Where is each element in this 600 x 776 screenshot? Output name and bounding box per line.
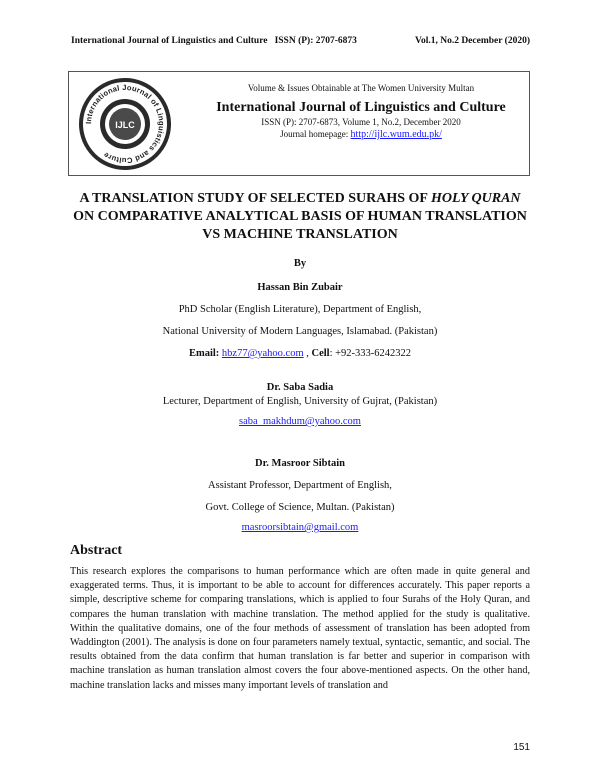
by-line: By — [293, 258, 307, 269]
author-1-contact: Email: hbz77@yahoo.com , Cell: +92-333-6242322 — [188, 348, 412, 359]
author-3-name: Dr. Masroor Sibtain — [255, 458, 345, 469]
author-2-affiliation: Lecturer, Department of English, University of Gujrat, (Pakistan) — [162, 396, 438, 407]
paper-title — [70, 190, 530, 244]
author-2-name: Dr. Saba Sadia — [266, 382, 334, 393]
journal-logo — [76, 76, 174, 172]
author-1-affiliation-2: National University of Modern Languages, Islamabad. (Pakistan) — [162, 326, 438, 337]
author-1-cell: : +92-333-6242322 — [329, 348, 412, 359]
running-header-right: Vol.1, No.2 December (2020) — [414, 36, 530, 46]
author-3-email[interactable]: masroorsibtain@gmail.com — [241, 522, 359, 533]
homepage-link[interactable]: http://ijlc.wum.edu.pk/ — [350, 129, 442, 140]
author-3-email-line — [0, 522, 600, 533]
journal-logo-emblem — [76, 76, 174, 172]
author-1-email[interactable]: hbz77@yahoo.com — [221, 348, 304, 359]
author-2-email-line — [0, 416, 600, 427]
author-1-name: Hassan Bin Zubair — [257, 282, 343, 293]
journal-title: International Journal of Linguistics and Culture — [216, 100, 506, 115]
title-part-2: ON COMPARATIVE ANALYTICAL BASIS OF HUMAN TRANSLATION VS MACHINE TRANSLATION — [73, 209, 527, 242]
journal-availability-line: Volume & Issues Obtainable at The Women University Multan — [247, 83, 475, 93]
email-label: Email: — [188, 348, 222, 359]
author-1-affiliation-1: PhD Scholar (English Literature), Department of English, — [178, 304, 422, 315]
title-part-1: A TRANSLATION STUDY OF SELECTED SURAHS OF — [79, 191, 431, 206]
running-header-left: International Journal of Linguistics and Culture ISSN (P): 2707-6873 — [71, 36, 357, 46]
author-2-email[interactable]: saba_makhdum@yahoo.com — [239, 416, 361, 427]
logo-center-text: IJLC — [115, 120, 135, 130]
abstract-heading: Abstract — [70, 543, 123, 558]
journal-homepage-line — [200, 129, 522, 140]
homepage-label: Journal homepage: — [280, 129, 351, 139]
author-3-affiliation-1: Assistant Professor, Department of English, — [208, 480, 392, 491]
title-italic: HOLY QURAN — [430, 191, 521, 206]
journal-issn-line: ISSN (P): 2707-6873, Volume 1, No.2, December 2020 — [261, 117, 461, 127]
cell-label: Cell — [311, 348, 330, 359]
logo-ring-text: International Journal of Linguistics and Culture — [83, 82, 167, 166]
page-number: 151 — [513, 742, 530, 753]
abstract-body: This research explores the comparisons to human performance which are often made in quite general and exaggerated terms. Thus, it is important to be able to account for differences accurately. This paper reports a simple, descriptive scheme for comparing translations, which is applied to four Surahs of the Holy Quran, and compares the human translation with machine translation. The method applied for the study is qualitative. Within the qualitative domains, one of the four methods of assessment of translation has been adopted from Waddington (2001). The analysis is done on four parameters namely textual, syntactic, semantic, and social. The results obtained from the data confirm that human translation is far better and superior in comparison with machine translation as human translation almost covers the four above-mentioned aspects. On the other hand, machine translation lacks and misses many important levels of translation and — [70, 566, 530, 691]
author-3-affiliation-2: Govt. College of Science, Multan. (Pakistan) — [205, 502, 395, 513]
